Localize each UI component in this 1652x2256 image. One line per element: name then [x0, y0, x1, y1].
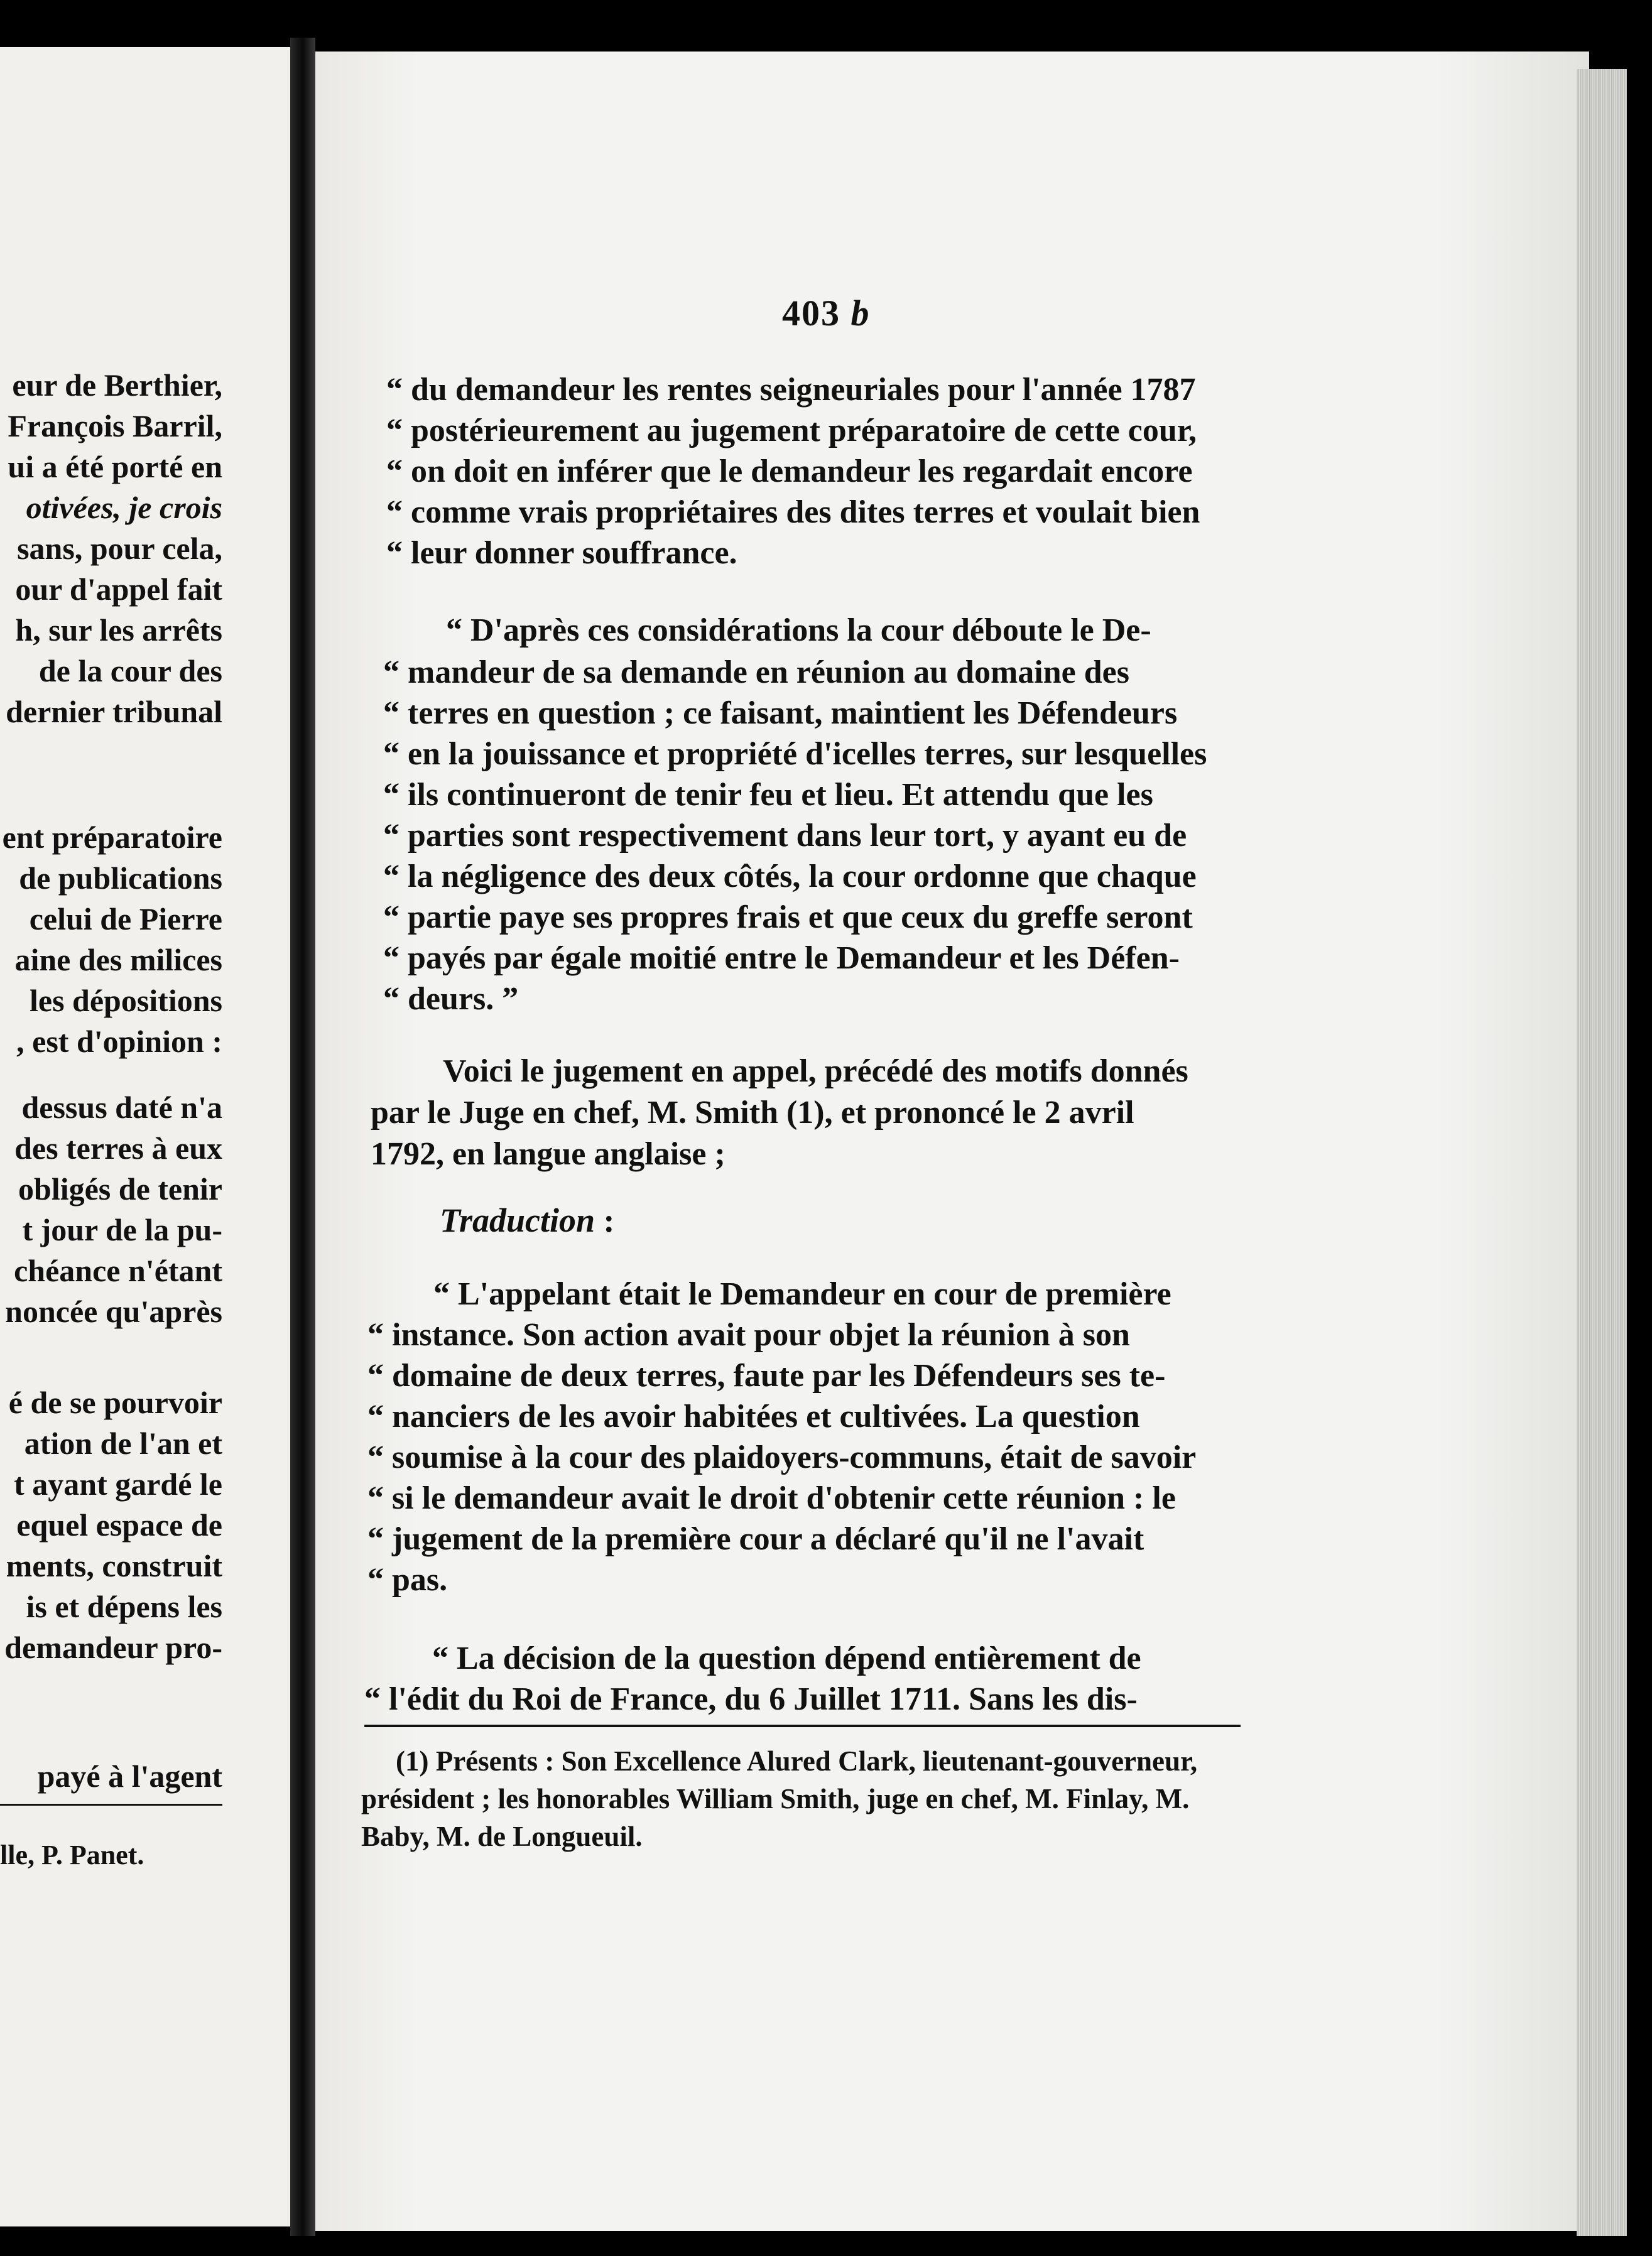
left-line: is et dépens les	[26, 1589, 222, 1624]
left-line: aine des milices	[14, 942, 222, 977]
body-line: “ terres en question ; ce faisant, maintient les Défendeurs	[383, 695, 1178, 731]
left-line: equel espace de	[16, 1507, 222, 1543]
body-line: “ nanciers de les avoir habitées et cultivées. La question	[367, 1399, 1140, 1434]
left-line: ation de l'an et	[24, 1426, 222, 1461]
book-gutter	[290, 38, 315, 2236]
body-line: “ instance. Son action avait pour objet la réunion à son	[367, 1317, 1130, 1353]
body-line: “ La décision de la question dépend entièrement de	[432, 1640, 1141, 1676]
page-number	[782, 292, 871, 334]
left-line: des terres à eux	[14, 1131, 222, 1166]
section-heading	[440, 1201, 615, 1240]
body-line: 1792, en langue anglaise ;	[371, 1136, 725, 1172]
left-line: sans, pour cela,	[17, 531, 222, 566]
left-line: h, sur les arrêts	[15, 612, 222, 648]
body-line: “ ils continueront de tenir feu et lieu. Et attendu que les	[383, 777, 1153, 813]
body-line: “ payés par égale moitié entre le Demandeur et les Défen-	[383, 940, 1180, 976]
body-line: “ en la jouissance et propriété d'icelles terres, sur lesquelles	[383, 736, 1207, 772]
left-line: François Barril,	[8, 408, 222, 443]
left-line: , est d'opinion :	[16, 1024, 222, 1059]
left-line: t jour de la pu-	[22, 1212, 222, 1247]
left-line: ent préparatoire	[2, 820, 222, 855]
body-line: “ mandeur de sa demande en réunion au domaine des	[383, 654, 1129, 690]
left-footnote-rule	[0, 1804, 222, 1806]
body-line: “ jugement de la première cour a déclaré qu'il ne l'avait	[367, 1521, 1144, 1557]
left-line: noncée qu'après	[5, 1294, 222, 1329]
section-heading-colon: :	[603, 1201, 615, 1239]
body-line: “ partie paye ses propres frais et que ceux du greffe seront	[383, 899, 1193, 935]
body-line: “ leur donner souffrance.	[386, 535, 737, 571]
left-line: ui a été porté en	[8, 449, 222, 484]
page-number-suffix: b	[850, 293, 871, 334]
body-line: “ comme vrais propriétaires des dites terres et voulait bien	[386, 494, 1200, 530]
left-line: de la cour des	[38, 653, 222, 688]
body-line: “ pas.	[367, 1562, 448, 1598]
left-line: otivées, je crois	[26, 490, 222, 525]
left-line: dessus daté n'a	[21, 1090, 222, 1125]
left-line: de publications	[19, 860, 222, 896]
body-line: “ l'édit du Roi de France, du 6 Juillet 1711. Sans les dis-	[364, 1681, 1138, 1717]
body-line: Voici le jugement en appel, précédé des motifs donnés	[443, 1053, 1188, 1089]
section-heading-text: Traduction	[440, 1201, 595, 1239]
left-line: dernier tribunal	[6, 694, 222, 729]
left-line: payé à l'agent	[37, 1759, 222, 1794]
body-line: “ si le demandeur avait le droit d'obtenir cette réunion : le	[367, 1480, 1176, 1516]
footnote-line: Baby, M. de Longueuil.	[361, 1821, 643, 1852]
body-line: “ du demandeur les rentes seigneuriales pour l'année 1787	[386, 372, 1196, 408]
footnote-rule	[364, 1725, 1241, 1727]
body-line: “ D'après ces considérations la cour déboute le De-	[446, 612, 1151, 648]
body-line: “ la négligence des deux côtés, la cour ordonne que chaque	[383, 859, 1197, 894]
body-line: “ postérieurement au jugement préparatoire de cette cour,	[386, 413, 1197, 448]
footnote-line: président ; les honorables William Smith, juge en chef, M. Finlay, M.	[361, 1783, 1190, 1814]
left-line: chéance n'étant	[14, 1253, 222, 1288]
left-line: é de se pourvoir	[8, 1385, 222, 1420]
left-line: celui de Pierre	[29, 901, 222, 936]
left-footnote: lle, P. Panet.	[0, 1840, 144, 1870]
body-line: “ parties sont respectivement dans leur tort, y ayant eu de	[383, 818, 1187, 854]
previous-page	[0, 47, 290, 2226]
body-line: “ domaine de deux terres, faute par les Défendeurs ses te-	[367, 1358, 1166, 1394]
left-line: t ayant gardé le	[14, 1467, 222, 1502]
left-line: ments, construit	[6, 1548, 222, 1583]
left-line: les dépositions	[29, 983, 222, 1018]
page-number-value: 403	[782, 293, 840, 334]
left-line: eur de Berthier,	[12, 367, 222, 403]
body-line: “ deurs. ”	[383, 981, 519, 1017]
page-edge	[1577, 69, 1627, 2236]
body-line: “ L'appelant était le Demandeur en cour de première	[433, 1276, 1171, 1312]
left-line: demandeur pro-	[4, 1630, 222, 1665]
body-line: par le Juge en chef, M. Smith (1), et prononcé le 2 avril	[371, 1095, 1134, 1131]
left-line: our d'appel fait	[15, 572, 222, 607]
body-line: “ soumise à la cour des plaidoyers-communs, était de savoir	[367, 1440, 1197, 1475]
left-line: obligés de tenir	[18, 1171, 222, 1207]
body-line: “ on doit en inférer que le demandeur les regardait encore	[386, 453, 1193, 489]
footnote-line: (1) Présents : Son Excellence Alured Clark, lieutenant-gouverneur,	[396, 1745, 1198, 1777]
